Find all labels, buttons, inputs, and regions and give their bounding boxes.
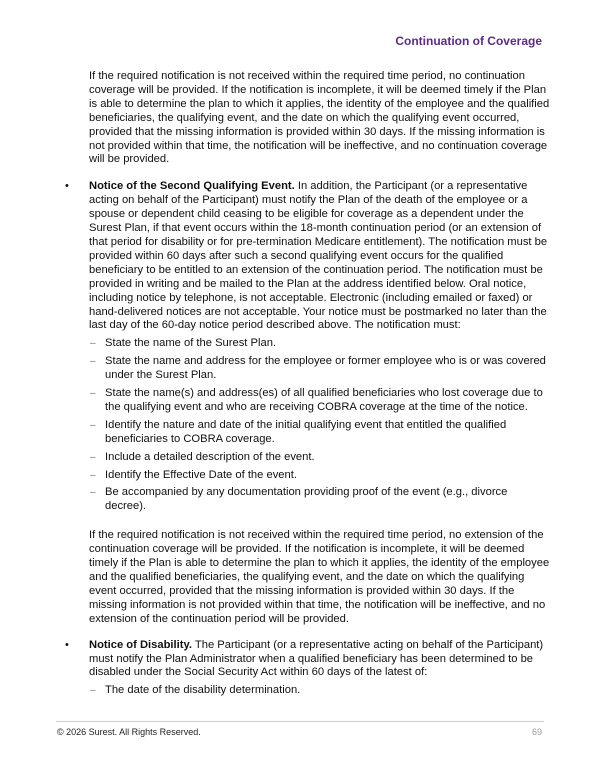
- dash-icon: –: [90, 388, 96, 400]
- list-item: – Be accompanied by any documentation providing proof of the event (e.g., divorce decree).: [90, 486, 508, 513]
- dash-icon: –: [90, 685, 96, 697]
- list-item: – State the name(s) and address(es) of all qualified beneficiaries who lost coverage due to the qualifying event and who are receiving COBRA coverage at the time of the notice.: [90, 387, 543, 413]
- disability-title: Notice of Disability.: [89, 638, 192, 651]
- footer-divider: [56, 721, 544, 722]
- disability-section: [62, 639, 550, 703]
- page-header-title: Continuation of Coverage: [395, 34, 542, 48]
- dash-icon: –: [90, 338, 96, 350]
- document-body: [62, 70, 550, 708]
- second-qualifying-event-section: [62, 180, 550, 518]
- disability-requirements-list: [89, 684, 550, 698]
- intro-paragraph: If the required notification is not received within the required time period, no continuation coverage will be provided. If the notification is incomplete, it will be deemed timely if the Plan is able to determine the plan to which it applies, the identity of the employee and the qualified beneficiaries, the qualifying event, and the date on which the qualifying event occurred, provided that the missing information is provided within 30 days. If the missing information is not provided within that time, the notification will be ineffective, and no continuation coverage will be provided.: [89, 70, 550, 166]
- notification-requirements-list: [89, 337, 550, 514]
- footer-copyright: © 2026 Surest. All Rights Reserved.: [57, 727, 201, 737]
- bullet-icon: •: [65, 180, 69, 193]
- disability-text: The Participant (or a representative acting on behalf of the Participant) must notify the Plan Administrator when a qualified beneficiary has been determined to be disabled under the Social Security Act within 60 days of the latest of:: [89, 638, 544, 679]
- dash-icon: –: [90, 487, 96, 499]
- list-item: – The date of the disability determination.: [90, 684, 301, 697]
- list-item: – State the name of the Surest Plan.: [90, 337, 277, 350]
- dash-icon: –: [90, 419, 96, 431]
- list-item: – Identify the Effective Date of the event.: [90, 468, 297, 481]
- list-item: – State the name and address for the employee or former employee who is or was covered under the Surest Plan.: [90, 355, 546, 382]
- dash-icon: –: [90, 469, 96, 481]
- dash-icon: –: [90, 356, 96, 368]
- second-qualifying-event-title: Notice of the Second Qualifying Event.: [89, 180, 295, 193]
- dash-icon: –: [90, 451, 96, 463]
- bullet-icon: •: [65, 638, 69, 651]
- extension-paragraph: If the required notification is not received within the required time period, no extension of the continuation coverage will be provided. If the notification is incomplete, it will be deemed timely if the Plan is able to determine the plan to which it applies, the identity of the employee and the qualified beneficiaries, the qualifying event, and the date on which the qualifying event occurred, provided that the missing information is provided within 30 days. If the missing information is not provided within that time, the notification will be ineffective, and no extension of the continuation period will be provided.: [89, 529, 550, 625]
- list-item: – Identify the nature and date of the initial qualifying event that entitled the qualified beneficiaries to COBRA coverage.: [90, 418, 507, 445]
- list-item: – Include a detailed description of the event.: [90, 450, 315, 463]
- page-number: 69: [531, 727, 542, 737]
- second-qualifying-event-text: In addition, the Participant (or a representative acting on behalf of the Participant) must notify the Plan of the death of the employee or a spouse or dependent child ceasing to be eligible for coverage as a dependent under the Surest Plan, if that event occurs within the 18-month continuation period (or an extension of that period for disability or for pre-termination Medicare entitlement). The notification must be provided within 60 days after such a second qualifying event occurs for the qualified beneficiary to be entitled to an extension of the continuation period. The notification must be provided in writing and be mailed to the Plan at the address identified below. Oral notice, including notice by telephone, is not acceptable. Electronic (including emailed or faxed) or hand-delivered notices are not acceptable. Your notice must be postmarked no later than the last day of the 60-day notice period described above. The notification must:: [89, 180, 548, 332]
